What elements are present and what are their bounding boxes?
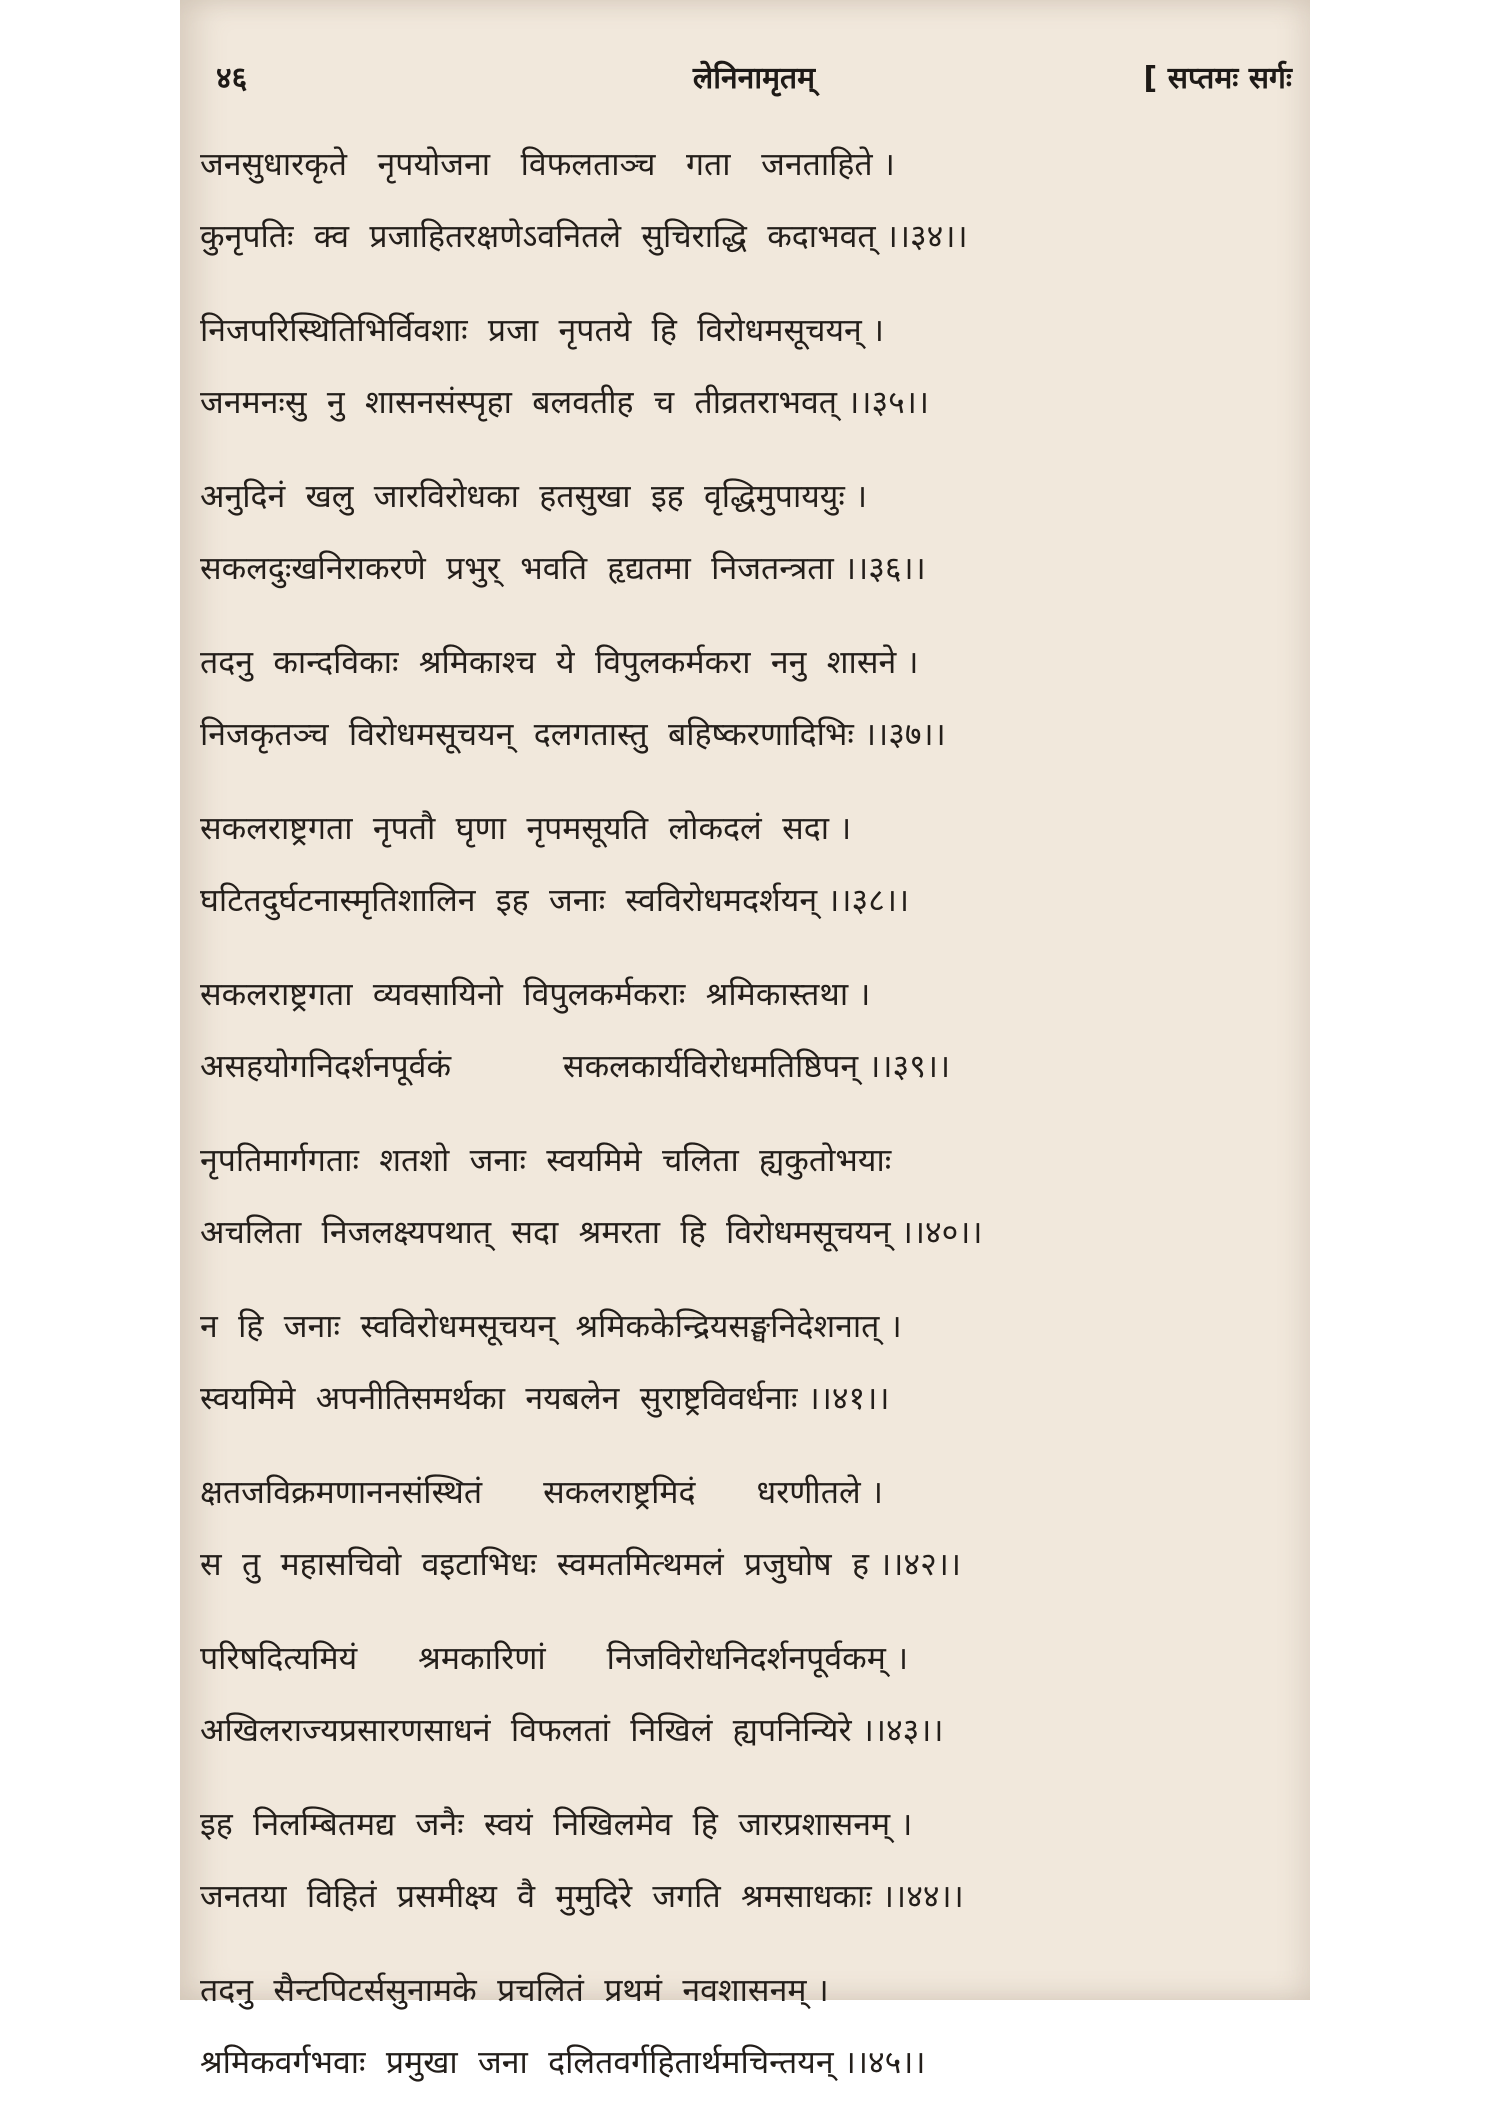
verse-34 <box>200 128 1290 272</box>
verse-line: असहयोगनिदर्शनपूर्वकं सकलकार्यविरोधमतिष्ठिपन् ।।३९।। <box>200 1047 951 1085</box>
verse-line: निजपरिस्थितिभिर्विवशाः प्रजा नृपतये हि विरोधमसूचयन् । <box>200 311 885 349</box>
verse-line: इह निलम्बितमद्य जनैः स्वयं निखिलमेव हि जारप्रशासनम् । <box>200 1805 913 1843</box>
verse-line: जनमनःसु नु शासनसंस्पृहा बलवतीह च तीव्रतराभवत् ।।३५।। <box>200 383 929 421</box>
verse-40 <box>200 1124 1290 1268</box>
verse-line: सकलदुःखनिराकरणे प्रभुर् भवति हृद्यतमा निजतन्त्रता ।।३६।। <box>200 549 926 587</box>
verse-line: अनुदिनं खलु जारविरोधका हतसुखा इह वृद्धिमुपाययुः । <box>200 477 868 515</box>
verse-line: तदनु सैन्टपिटर्ससुनामके प्रचलितं प्रथमं नवशासनम् । <box>200 1971 829 2009</box>
verse-line: घटितदुर्घटनास्मृतिशालिन इह जनाः स्वविरोधमदर्शयन् ।।३८।। <box>200 881 910 919</box>
verse-line: सकलराष्ट्रगता व्यवसायिनो विपुलकर्मकराः श्रमिकास्तथा । <box>200 975 871 1013</box>
verse-line: निजकृतञ्च विरोधमसूचयन् दलगतास्तु बहिष्करणादिभिः ।।३७।। <box>200 715 946 753</box>
book-page <box>180 0 1310 2081</box>
verse-line: श्रमिकवर्गभवाः प्रमुखा जना दलितवर्गहितार्थमचिन्तयन् ।।४५।। <box>200 2043 926 2081</box>
verse-line: अखिलराज्यप्रसारणसाधनं विफलतां निखिलं ह्यपनिन्यिरे ।।४३।। <box>200 1711 944 1749</box>
verse-line: जनतया विहितं प्रसमीक्ष्य वै मुमुदिरे जगति श्रमसाधकाः ।।४४।। <box>200 1877 964 1915</box>
verse-42 <box>200 1456 1290 1600</box>
verse-line: नृपतिमार्गगताः शतशो जनाः स्वयमिमे चलिता ह्यकुतोभयाः <box>200 1141 892 1179</box>
verse-43 <box>200 1622 1290 1766</box>
verse-line: न हि जनाः स्वविरोधमसूचयन् श्रमिककेन्द्रियसङ्घनिदेशनात् । <box>200 1307 902 1345</box>
verse-line: सकलराष्ट्रगता नृपतौ घृणा नृपमसूयति लोकदलं सदा । <box>200 809 852 847</box>
section-title: [ सप्तमः सर्गः <box>1143 61 1292 96</box>
verse-36 <box>200 460 1290 604</box>
verse-line: जनसुधारकृते नृपयोजना विफलताञ्च गता जनताहिते । <box>200 145 895 183</box>
verse-45 <box>200 1954 1290 2098</box>
verse-35 <box>200 294 1290 438</box>
verse-list <box>200 128 1290 2120</box>
verse-line: कुनृपतिः क्व प्रजाहितरक्षणेऽवनितले सुचिराद्धि कदाभवत् ।।३४।। <box>200 217 968 255</box>
verse-line: स तु महासचिवो वइटाभिधः स्वमतमित्थमलं प्रजुघोष ह ।।४२।। <box>200 1545 961 1583</box>
verse-line: क्षतजविक्रमणाननसंस्थितं सकलराष्ट्रमिदं धरणीतले । <box>200 1473 883 1511</box>
verse-37 <box>200 626 1290 770</box>
verse-38 <box>200 792 1290 936</box>
page-title: लेनिनामृतम् <box>692 61 816 96</box>
page-number: ४६ <box>216 61 248 96</box>
verse-line: स्वयमिमे अपनीतिसमर्थका नयबलेन सुराष्ट्रविवर्धनाः ।।४१।। <box>200 1379 890 1417</box>
verse-line: तदनु कान्दविकाः श्रमिकाश्च ये विपुलकर्मकरा ननु शासने । <box>200 643 919 681</box>
verse-line: परिषदित्यमियं श्रमकारिणां निजविरोधनिदर्शनपूर्वकम् । <box>200 1639 909 1677</box>
verse-41 <box>200 1290 1290 1434</box>
verse-39 <box>200 958 1290 1102</box>
page-header <box>216 48 1292 98</box>
verse-44 <box>200 1788 1290 1932</box>
verse-line: अचलिता निजलक्ष्यपथात् सदा श्रमरता हि विरोधमसूचयन् ।।४०।। <box>200 1213 983 1251</box>
